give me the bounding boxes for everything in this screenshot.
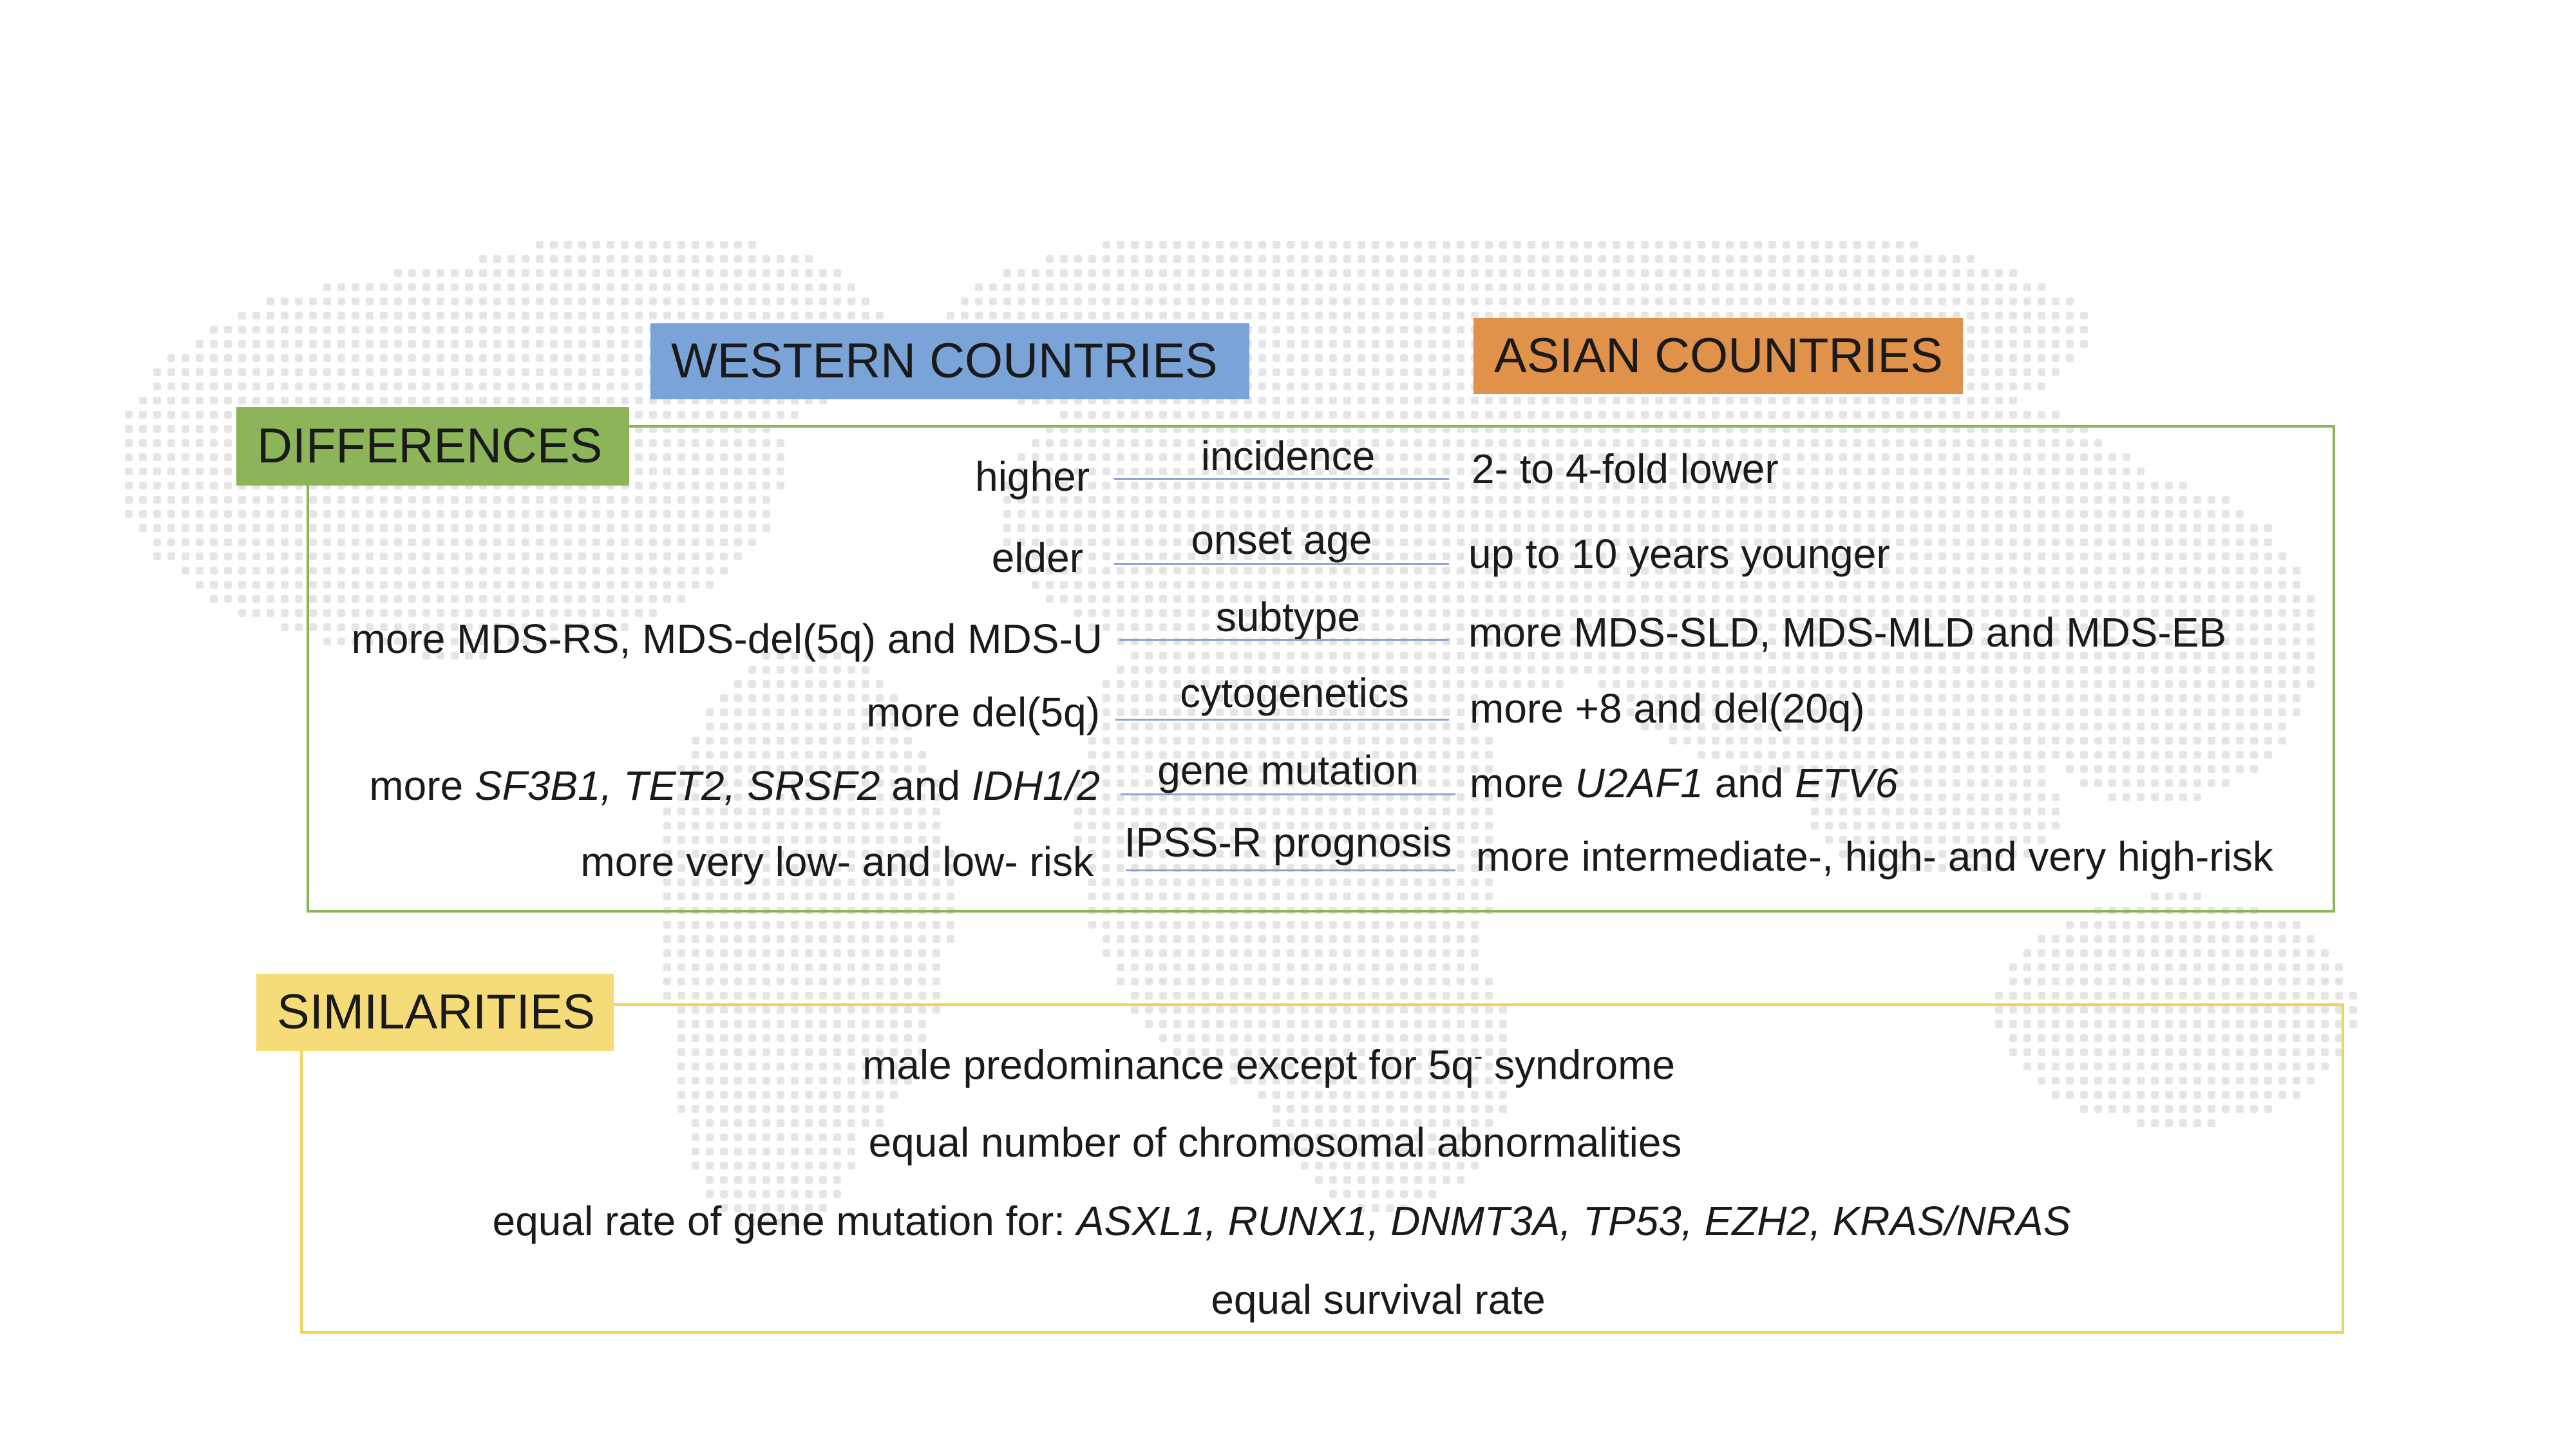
category-gene-mutation: gene mutation bbox=[1157, 747, 1419, 793]
category-cytogenetics: cytogenetics bbox=[1180, 670, 1409, 716]
asian-gene-names: U2AF1 bbox=[1575, 760, 1703, 806]
similarity-chromosomal: equal number of chromosomal abnormalities bbox=[868, 1119, 1682, 1166]
asian-ipss-r: more intermediate-, high- and very high-risk bbox=[1476, 833, 2273, 880]
western-gene-prefix: more bbox=[369, 762, 475, 809]
western-ipss-r: more very low- and low- risk bbox=[580, 838, 1094, 885]
western-cytogenetics: more del(5q) bbox=[866, 689, 1100, 735]
western-gene-names: SF3B1, TET2, SRSF2 bbox=[474, 762, 880, 809]
connector-line bbox=[1114, 478, 1449, 480]
category-ipss-r: IPSS-R prognosis bbox=[1124, 819, 1452, 866]
category-subtype: subtype bbox=[1215, 594, 1361, 640]
similarity-sex-tail: syndrome bbox=[1482, 1041, 1675, 1088]
connector-line bbox=[1126, 869, 1455, 871]
western-gene-mutation bbox=[369, 762, 1100, 809]
differences-label: DIFFERENCES bbox=[257, 419, 603, 473]
category-incidence: incidence bbox=[1200, 433, 1376, 479]
asian-subtype: more MDS-SLD, MDS-MLD and MDS-EB bbox=[1468, 609, 2227, 656]
asian-cytogenetics: more +8 and del(20q) bbox=[1470, 685, 1865, 732]
similarity-gene-prefix: equal rate of gene mutation for: bbox=[492, 1198, 1077, 1244]
western-subtype: more MDS-RS, MDS-del(5q) and MDS-U bbox=[351, 616, 1103, 662]
asian-gene-mutation bbox=[1470, 762, 1898, 804]
similarity-sex-text: male predominance except for 5q bbox=[862, 1041, 1474, 1088]
asian-gene-names-2: ETV6 bbox=[1795, 760, 1899, 806]
asian-gene-conj: and bbox=[1703, 760, 1795, 806]
differences-label-box bbox=[236, 407, 629, 486]
western-onset-age: elder bbox=[991, 535, 1083, 581]
connector-line bbox=[1119, 639, 1449, 641]
asian-countries-header bbox=[1473, 318, 1963, 394]
western-incidence: higher bbox=[975, 453, 1090, 500]
category-onset-age: onset age bbox=[1191, 516, 1372, 563]
western-gene-conj: and bbox=[880, 762, 972, 809]
similarity-gene-mutation bbox=[316, 1200, 2248, 1242]
connector-line bbox=[1115, 719, 1449, 721]
asian-countries-label: ASIAN COUNTRIES bbox=[1494, 328, 1943, 383]
asian-onset-age: up to 10 years younger bbox=[1468, 531, 1890, 577]
connector-line bbox=[1121, 793, 1455, 795]
similarities-label: SIMILARITIES bbox=[277, 985, 596, 1039]
similarities-label-box bbox=[256, 974, 614, 1051]
asian-gene-prefix: more bbox=[1470, 760, 1575, 806]
superscript-minus: - bbox=[1473, 1042, 1483, 1070]
similarity-sex bbox=[303, 1041, 2235, 1088]
similarity-survival: equal survival rate bbox=[1211, 1276, 1546, 1323]
connector-line bbox=[1114, 563, 1449, 565]
similarity-gene-list: ASXL1, RUNX1, DNMT3A, TP53, EZH2, KRAS/NRAS bbox=[1076, 1198, 2071, 1244]
western-countries-label: WESTERN COUNTRIES bbox=[671, 334, 1218, 388]
asian-incidence: 2- to 4-fold lower bbox=[1472, 446, 1779, 492]
western-gene-names-2: IDH1/2 bbox=[971, 762, 1100, 809]
western-countries-header bbox=[650, 323, 1249, 399]
